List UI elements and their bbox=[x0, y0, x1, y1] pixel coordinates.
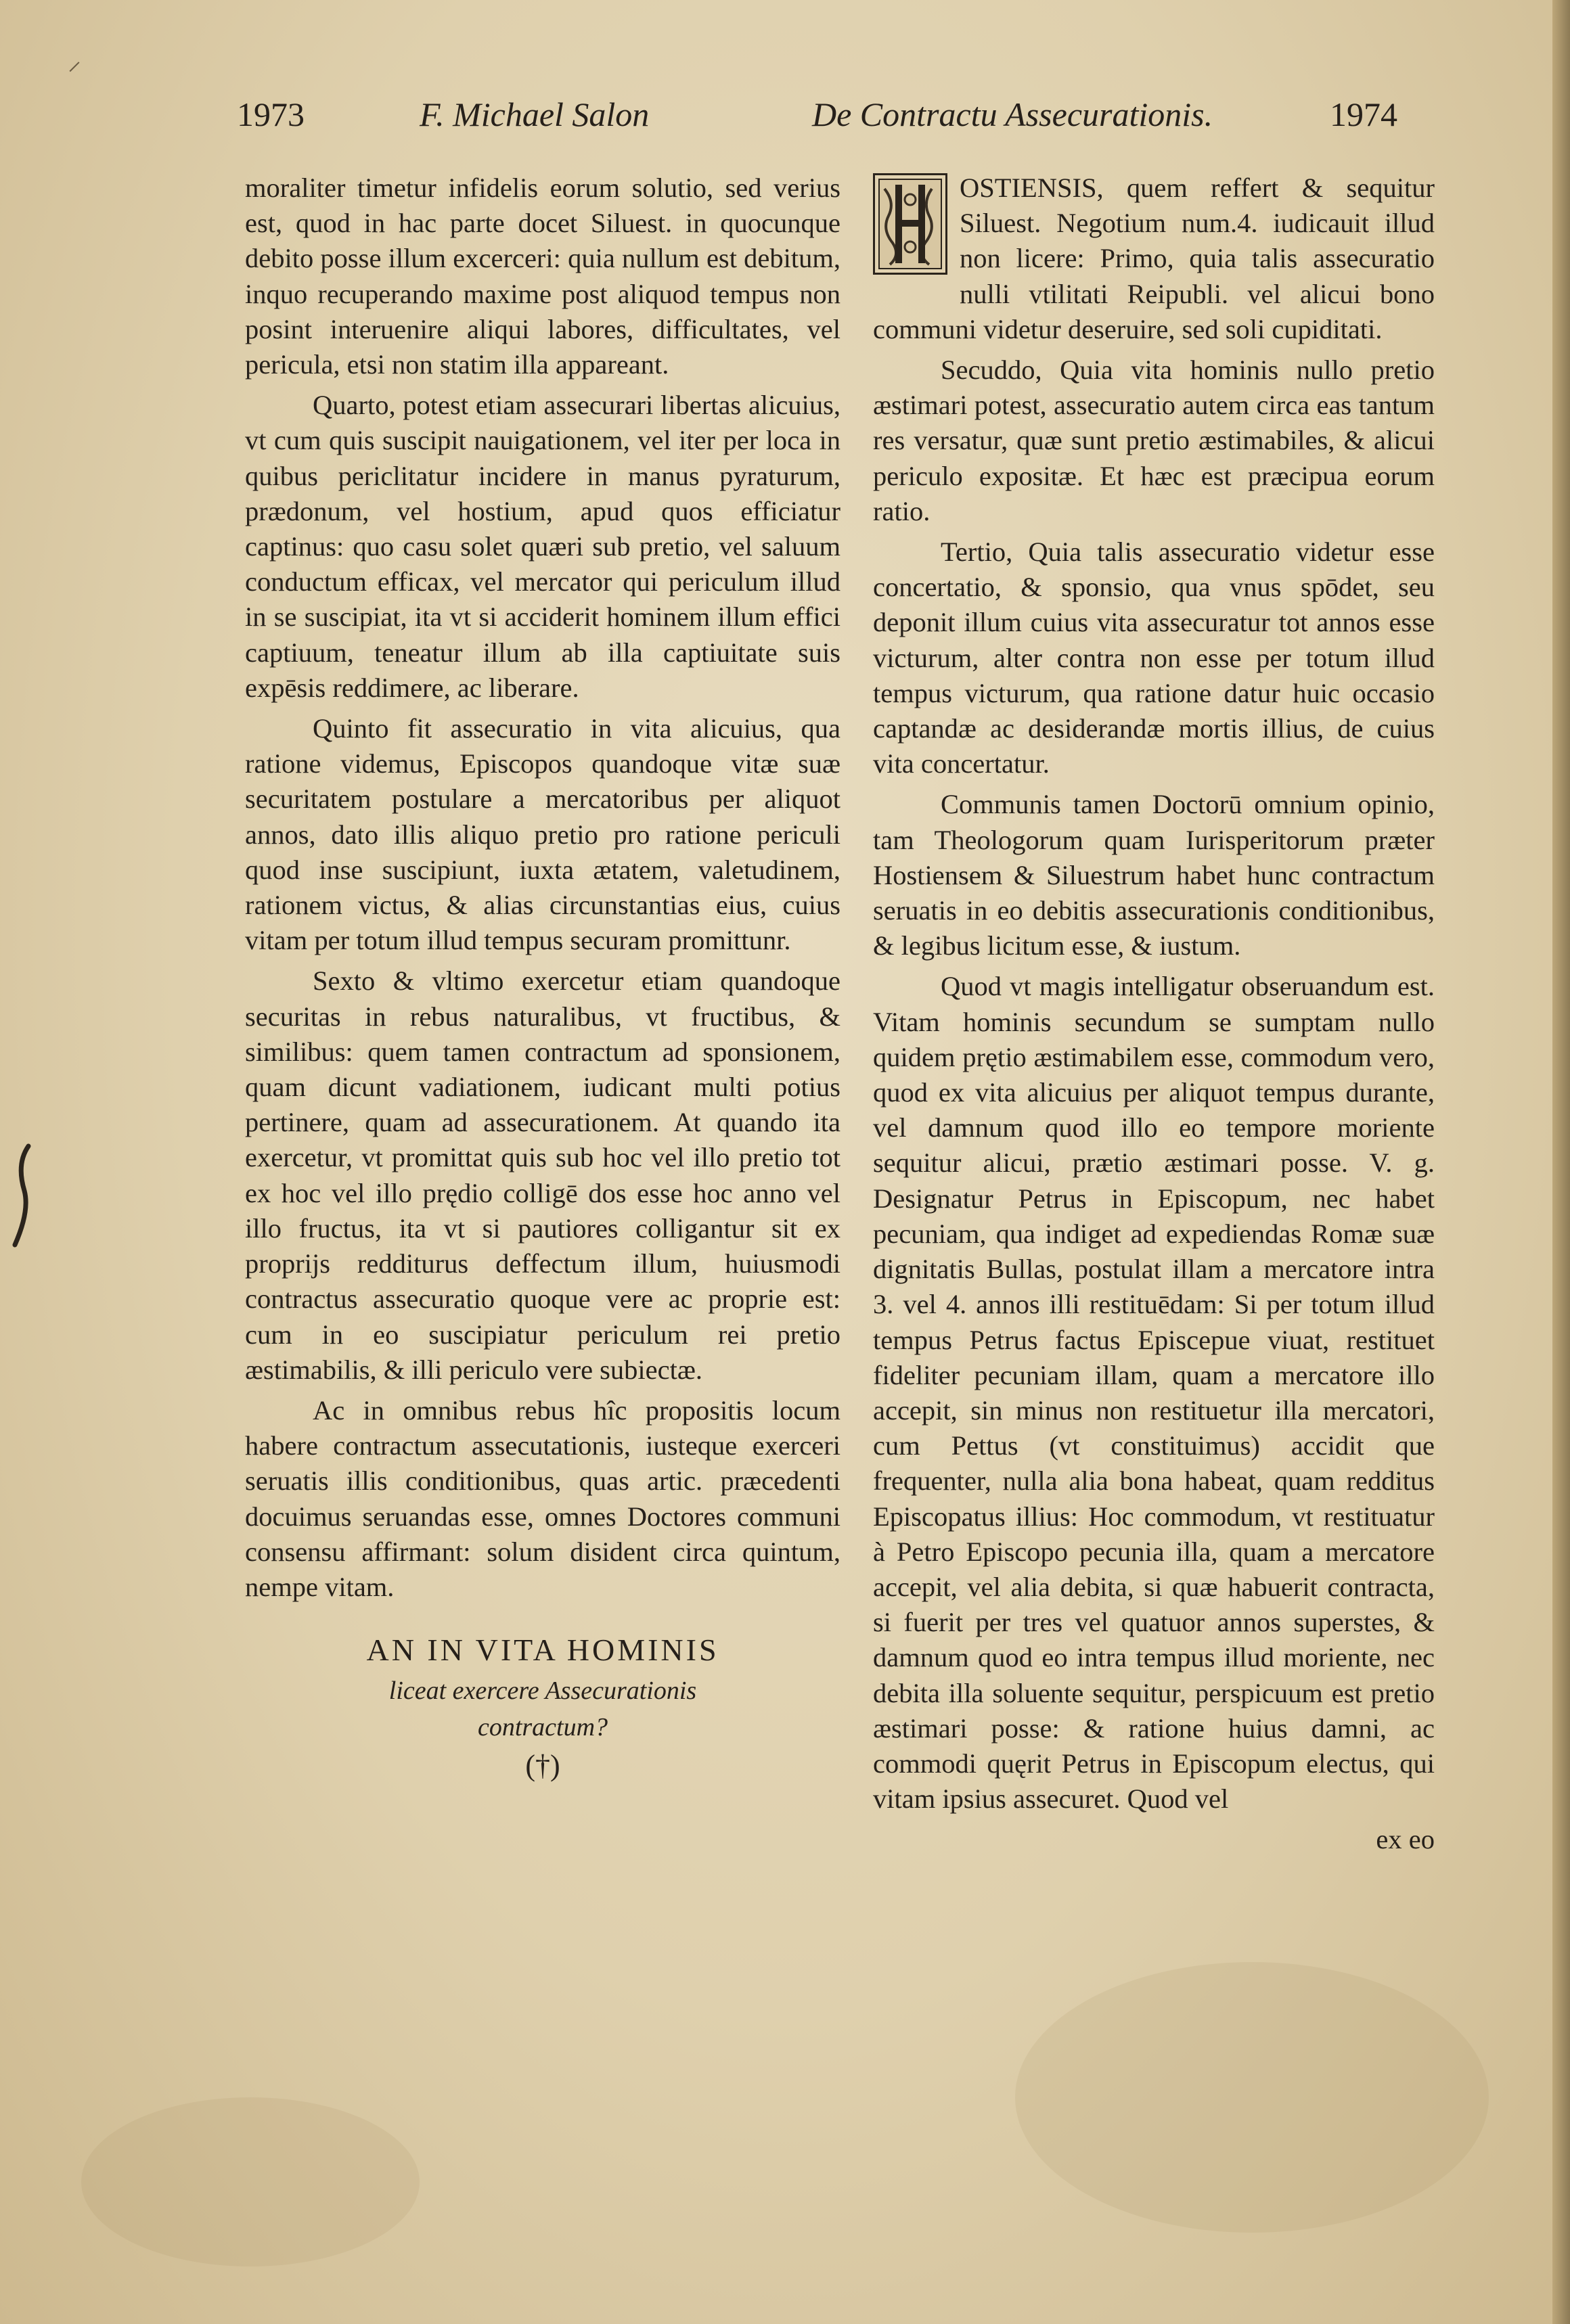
paragraph: Quinto fit assecuratio in vita alicuius, qua ratione videmus, Episcopos quandoque vitæ suæ securitatem postulare a mercatoribus per aliquot annos, dato illis aliquo pretio pro ratione periculi quod inse suscipiunt, iuxta ætatem, valetudinem, rationem victus, & alias circunstantias eius, cuius vitam per totum illud tempus securam promittunr. bbox=[245, 713, 840, 956]
paragraph: Quod vt magis intelligatur obseruandum est. Vitam hominis secundum se sumptam nullo quidem prętio æstimabilem esse, commodum vero, quod ex vita alicuius per aliquot tempus durante, vel damnum quod illo eo tempore moriente sequitur alicui, prætio æstimari posse. V. g. Designatur Petrus in Episcopum, nec habet pecuniam, qua indiget ad expediendas Romæ suæ dignitatis Bullas, postulat illam a mercatore intra 3. vel 4. annos illi restituēdam: Si per totum illud tempus Petrus factus Episcepue viuat, restituet fideliter pecuniam illam, quam a mercatore illo accepit, sin minus non restituetur illa mercatori, cum Pettus (vt constituimus) accidit que frequenter, nulla alia bona habeat, quam redditus Episcopatus illius: Hoc commodum, vt restituatur à Petro Episcopo pecunia illa, quam a mercatore accepit, vel alia debita, si quæ habuerit contracta, si fuerit per tres vel quatuor annos superstes, & damnum quod eo intra tempus illud moriente, nec debita illa soluente sequitur, perspicuum est pretio æstimari posse: & ratione huius damni, ac commodi quęrit Petrus in Episcopum electus, qui vitam ipsius assecuret. Quod vel bbox=[873, 971, 1435, 1815]
decorated-initial-h-icon bbox=[873, 173, 947, 275]
paper-stain bbox=[81, 2097, 420, 2266]
page-edge bbox=[1552, 0, 1570, 2324]
paragraph: Secuddo, Quia vita hominis nullo pretio æstimari potest, assecuratio autem circa eas tantum res versatur, quæ sunt pretio æstimabiles, & alicui periculo expositæ. Et hæc est præcipua eorum ratio. bbox=[873, 355, 1435, 526]
paragraph: moraliter timetur infidelis eorum solutio, sed verius est, quod in hac parte docet Siluest. in quocunque debito posse illum excerceri: quia nullum est debitum, inquo recuperando maxime post aliquod tempus non posint interuenire aliqui labores, difficultates, vel pericula, etsi non statim illa appareant. bbox=[245, 173, 840, 380]
paragraph: Communis tamen Doctorū omnium opinio, tam Theologorum quam Iurisperitorum præter Hostiensem & Siluestrum habet hunc contractum seruatis in eo debitis assecurationis conditionibus, & legibus licitum esse, & iustum. bbox=[873, 789, 1435, 961]
header-title: De Contractu Assecurationis. bbox=[812, 95, 1213, 133]
catchword: ex eo bbox=[1376, 1824, 1435, 1855]
section-title: AN IN VITA HOMINIS bbox=[366, 1633, 719, 1668]
page-number-right: 1974 bbox=[1330, 95, 1397, 133]
paragraph: Tertio, Quia talis assecuratio videtur esse concertatio, & sponsio, qua vnus spōdet, seu deponit illum cuius vita assecuratur tot annos esse victurum, alter contra non esse per totum illud tempus victurum, qua ratione datur huic occasio captandæ ac desiderandæ mortis illius, de cuius vita concertatur. bbox=[873, 537, 1435, 779]
section-subtitle: contractum? bbox=[477, 1713, 608, 1742]
left-column bbox=[245, 170, 840, 1783]
paragraph: Ac in omnibus rebus hîc propositis locum habere contractum assecutationis, iusteque exerceri seruatis illis conditionibus, quas artic. præcedenti docuimus seruandas esse, omnes Doctores communi consensu affirmant: solum disident circa quintum, nempe vitam. bbox=[245, 1394, 840, 1602]
section-mark: (†) bbox=[525, 1749, 560, 1783]
paper-stain bbox=[1015, 1962, 1489, 2233]
right-column bbox=[873, 170, 1435, 1858]
header-author: F. Michael Salon bbox=[420, 95, 650, 133]
paragraph: Sexto & vltimo exercetur etiam quandoque securitas in rebus naturalibus, vt fructibus, & similibus: quem tamen contractum ad sponsionem, quam dicunt vadiationem, iudicant multi potius pertinere, quam ad assecurationem. At quando ita exercetur, vt promittat quis sub hoc vel illo pretio tot ex hoc vel illo prędio colligē dos esse hoc anno vel illo fructus, ita vt si pautiores colligantur sit ex proprijs redditurus deffectum illum, huiusmodi contractus assecuratio quoque vere ac proprie est: cum in eo suscipiatur periculum rei pretio æstimabilis, & illi periculo vere subiectæ. bbox=[245, 965, 840, 1385]
section-subtitle: liceat exercere Assecurationis bbox=[388, 1677, 697, 1706]
paragraph: OSTIENSIS, quem reffert & sequitur Siluest. Negotium num.4. iudicauit illud non licere: Primo, quia talis assecuratio nulli vtilitati Reipubli. vel alicui bono communi videtur deseruire, sed soli cupiditati. bbox=[873, 173, 1435, 344]
paragraph: Quarto, potest etiam assecurari libertas alicuius, vt cum quis suscipit nauigationem, vel iter per loca in quibus periclitatur incidere in manus pyraturum, prædonum, vel hostium, apud quos efficiatur captinus: quo casu solet quæri sub pretio, vel saluum conductum efficax, vel mercator qui periculum illud in se suscipiat, ita vt si acciderit hominem illum effici captiuum, teneatur illum ab illa captiuitate suis expēsis reddimere, ac liberare. bbox=[245, 390, 840, 703]
corner-mark: ⸝ bbox=[68, 45, 81, 76]
page-number-left: 1973 bbox=[237, 95, 305, 133]
margin-bracket-icon bbox=[9, 1143, 37, 1255]
running-header bbox=[237, 95, 1414, 142]
